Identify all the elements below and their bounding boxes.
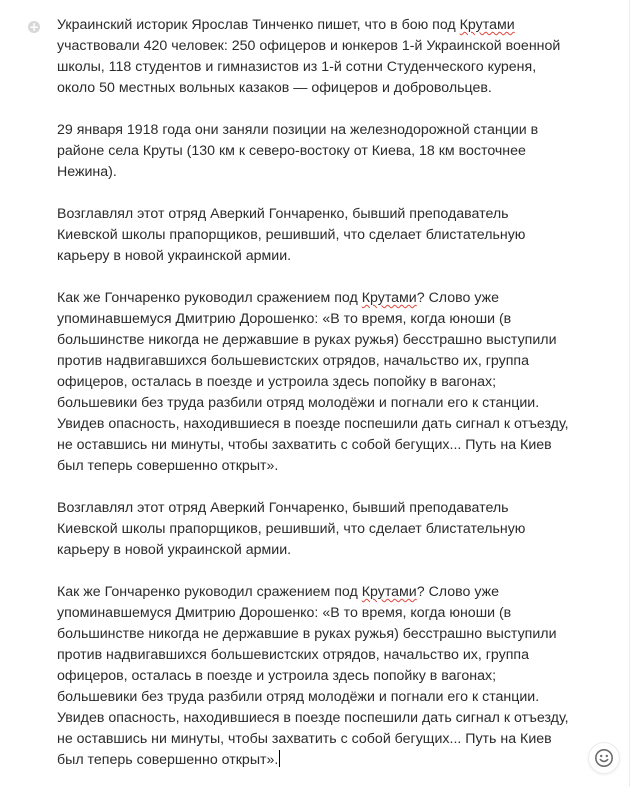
paragraph-3: Возглавлял этот отряд Аверкий Гончаренко, бывший преподаватель Киевской школы прапорщиков, решивший, что сделает блистательную карьеру в новой украинской армии. [57,206,526,264]
paragraph-text: Как же Гончаренко руководил сражением под [57,584,362,600]
paragraph-text: ? Слово уже упоминавшемуся Дмитрию Дорошенко: «В то время, когда юноши (в большинстве никогда не державшие в руках ружья) бесстрашно выступили против надвигавшихся большевистских отрядов, начальство их, группа офицеров, осталась в поезде и устроила здесь попойку в вагонах; большевики без труда разбили отряд молодёжи и погнали его к станции. Увидев опасность, находившиеся в поезде поспешили дать сигнал к отъезду, не оставшись ни минуты, чтобы захватить с собой бегущих... Путь на Киев был теперь совершенно открыт». [57,584,569,768]
paragraph-5: Возглавлял этот отряд Аверкий Гончаренко, бывший преподаватель Киевской школы прапорщиков, решивший, что сделает блистательную карьеру в новой украинской армии. [57,500,526,558]
misspelled-word[interactable]: Крутами [361,584,417,600]
paragraph-4 [57,288,569,477]
paragraph-text: ? Слово уже упоминавшемуся Дмитрию Дорошенко: «В то время, когда юноши (в большинстве никогда не державшие в руках ружья) бесстрашно выступили против надвигавшихся большевистских отрядов, начальство их, группа офицеров, осталась в поезде и устроила здесь попойку в вагонах; большевики без труда разбили отряд молодёжи и погнали его к станции. Увидев опасность, находившиеся в поезде поспешили дать сигнал к отъезду, не оставшись ни минуты, чтобы захватить с собой бегущих... Путь на Киев был теперь совершенно открыт». [57,290,569,474]
text-editor[interactable] [57,15,569,787]
misspelled-word[interactable]: Крутами [459,17,515,33]
text-caret [279,750,280,767]
misspelled-word[interactable]: Крутами [361,290,417,306]
plus-circle-icon: + [28,20,40,34]
smiley-face-icon [594,748,614,768]
paragraph-1 [57,15,569,99]
paragraph-2: 29 января 1918 года они заняли позиции на железнодорожной станции в районе села Круты (130 км к северо-востоку от Киева, 18 км восточнее Нежина). [57,122,539,180]
paragraph-text: участвовали 420 человек: 250 офицеров и юнкеров 1-й Украинской военной школы, 118 студентов и гимназистов из 1-й сотни Студенческого куреня, около 50 местных вольных казаков — офицеров и добровольцев. [57,38,561,96]
emoji-button[interactable] [589,743,619,773]
add-block-button[interactable] [28,21,40,33]
paragraph-text: Как же Гончаренко руководил сражением под [57,290,362,306]
paragraph-6 [57,582,569,771]
paragraph-text: Украинский историк Ярослав Тинченко пишет, что в бою под [57,17,460,33]
